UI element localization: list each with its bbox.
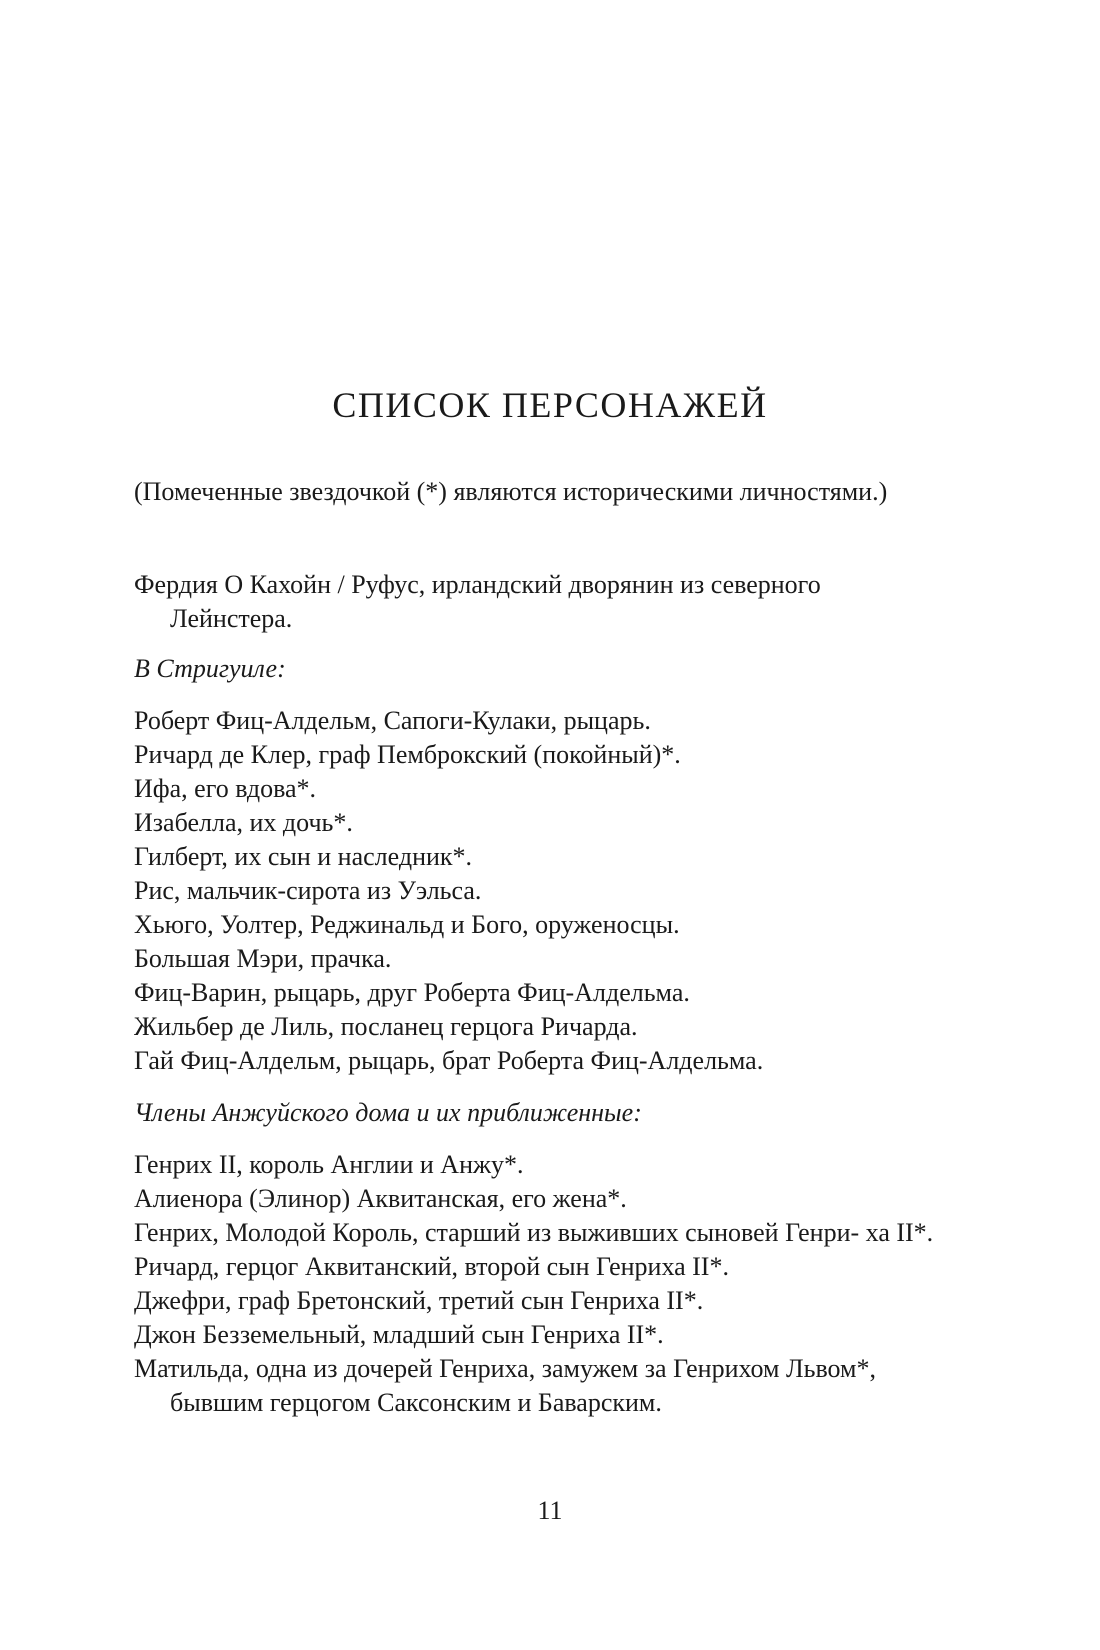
list-item: Джон Безземельный, младший сын Генриха II*.	[134, 1320, 664, 1349]
intro-note: (Помеченные звездочкой (*) являются историческими личностями.)	[134, 477, 888, 506]
page-title: СПИСОК ПЕРСОНАЖЕЙ	[332, 385, 768, 425]
entry-text-continued: Лейнстера.	[170, 604, 293, 633]
section-list-strigul	[134, 704, 954, 1078]
list-item: Генрих, Молодой Король, старший из выживших сыновей Генри- ха II*.	[134, 1218, 934, 1247]
list-item: Ричард де Клер, граф Пемброкский (покойный)*.	[134, 740, 681, 769]
list-item: Жильбер де Лиль, посланец герцога Ричарда.	[134, 1012, 638, 1041]
character-list	[134, 568, 954, 1420]
section-heading-strigul: В Стригуиле:	[134, 654, 286, 683]
list-item: Гай Фиц-Алдельм, рыцарь, брат Роберта Фиц-Алдельма.	[134, 1046, 764, 1075]
list-item: Матильда, одна из дочерей Генриха, замужем за Генрихом Львом*, бывшим герцогом Саксонским и Баварским.	[134, 1354, 877, 1417]
list-item: Джефри, граф Бретонский, третий сын Генриха II*.	[134, 1286, 704, 1315]
list-item: Рис, мальчик-сирота из Уэльса.	[134, 876, 482, 905]
list-item: Большая Мэри, прачка.	[134, 944, 392, 973]
list-item: Хьюго, Уолтер, Реджинальд и Бого, оруженосцы.	[134, 910, 680, 939]
page-number: 11	[537, 1496, 563, 1525]
list-item: Гилберт, их сын и наследник*.	[134, 842, 473, 871]
list-item: Роберт Фиц-Алдельм, Сапоги-Кулаки, рыцарь.	[134, 706, 651, 735]
section-heading-anjou: Члены Анжуйского дома и их приближенные:	[134, 1098, 642, 1127]
entry-text: Фердия О Кахойн / Руфус, ирландский дворянин из северного	[134, 570, 821, 599]
list-item: Генрих II, король Англии и Анжу*.	[134, 1150, 524, 1179]
list-item: Изабелла, их дочь*.	[134, 808, 353, 837]
list-item	[134, 568, 954, 636]
list-item: Ричард, герцог Аквитанский, второй сын Генриха II*.	[134, 1252, 729, 1281]
list-item: Ифа, его вдова*.	[134, 774, 317, 803]
section-list-anjou	[134, 1148, 954, 1420]
list-item: Алиенора (Элинор) Аквитанская, его жена*.	[134, 1184, 627, 1213]
list-item: Фиц-Варин, рыцарь, друг Роберта Фиц-Алдельма.	[134, 978, 690, 1007]
